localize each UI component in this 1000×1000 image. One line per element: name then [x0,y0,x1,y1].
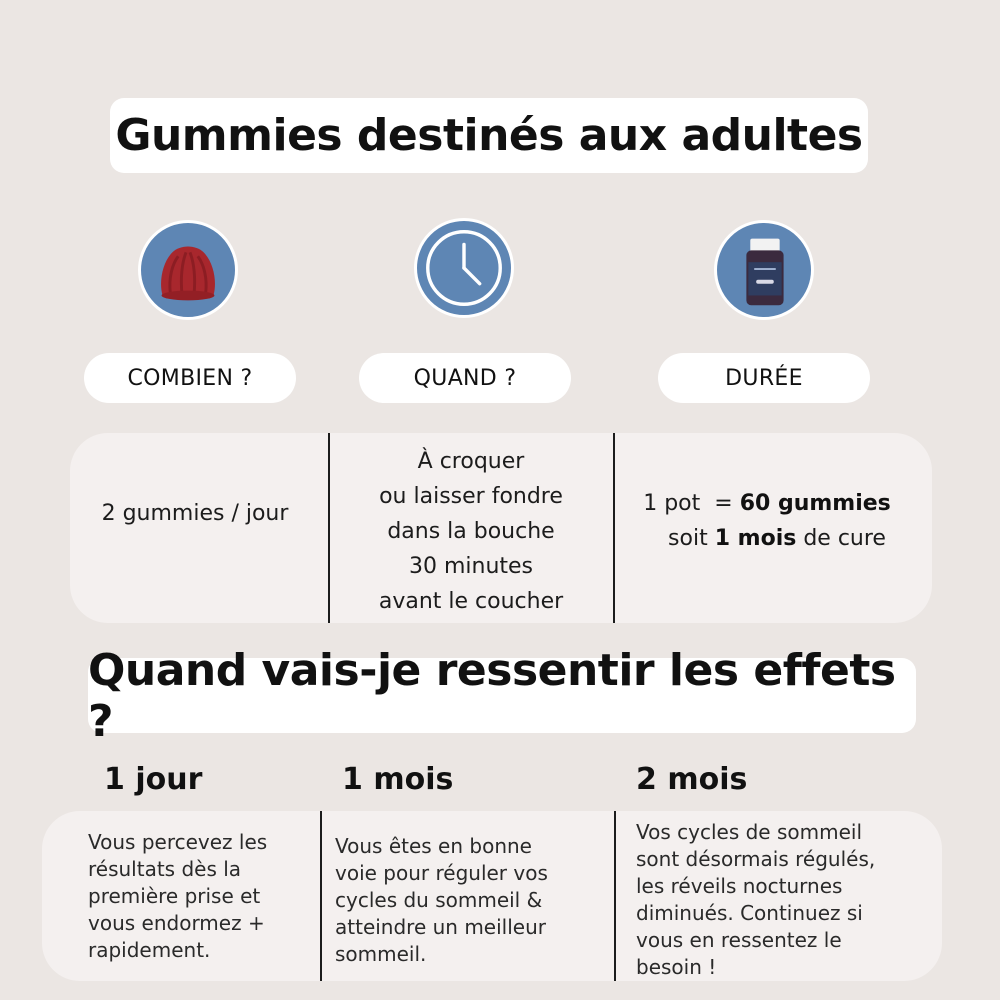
label-combien [84,353,296,403]
effect-line: diminués. Continuez si [636,901,863,925]
effect-line: cycles du sommeil & [335,888,543,912]
effect-line: voie pour réguler vos [335,861,548,885]
effect-line: Vous percevez les [88,830,268,854]
timing-line: avant le coucher [378,589,564,614]
dosage-value: 2 gummies / jour [101,501,289,526]
label-quand [359,353,571,403]
effect-line: vous en ressentez le [636,928,842,952]
duration-text [622,486,912,556]
page-title-text: Gummies destinés aux adultes [115,110,863,161]
label-duree [658,353,870,403]
effect-line: sommeil. [335,942,427,966]
effect-line: rapidement. [88,938,211,962]
effect-line: résultats dès la [88,857,242,881]
effect-line: sont désormais régulés, [636,847,876,871]
effect-line: vous endormez + [88,911,265,935]
divider [320,811,322,981]
period-label-1-jour: 1 jour [104,762,203,797]
clock-icon [414,218,514,318]
period-label-1-mois: 1 mois [342,762,454,797]
effect-2-mois [636,819,936,981]
timing-line: dans la bouche [387,519,555,544]
divider [328,433,330,623]
timing-line: ou laisser fondre [379,484,563,509]
effect-1-mois [335,833,605,968]
duration-cure: de cure [796,526,886,551]
effect-1-jour [88,829,312,964]
timing-line: 30 minutes [408,554,534,579]
divider [614,811,616,981]
page-title [110,98,868,173]
dosage-text [80,496,310,531]
duration-line2 [622,521,912,556]
gummy-icon [138,220,238,320]
timing-text [340,444,602,619]
duration-mois: 1 mois [714,526,797,551]
divider [613,433,615,623]
timing-line: À croquer [417,449,525,474]
effects-title-text: Quand vais-je ressentir les effets ? [88,644,896,747]
duration-gummies: 60 gummies [739,491,891,516]
effect-line: première prise et [88,884,261,908]
effects-title [88,644,916,747]
label-duree-text: DURÉE [725,365,803,391]
duration-soit: soit [668,526,715,551]
bottle-icon [714,220,814,320]
effect-line: les réveils nocturnes [636,874,843,898]
period-label-2-mois: 2 mois [636,762,748,797]
effect-line: Vos cycles de sommeil [636,820,863,844]
duration-pot: 1 pot = [643,491,740,516]
effect-line: atteindre un meilleur [335,915,546,939]
effect-line: Vous êtes en bonne [335,834,532,858]
duration-line1 [622,486,912,521]
label-quand-text: QUAND ? [413,365,517,391]
effect-line: besoin ! [636,955,717,979]
label-combien-text: COMBIEN ? [127,365,253,391]
